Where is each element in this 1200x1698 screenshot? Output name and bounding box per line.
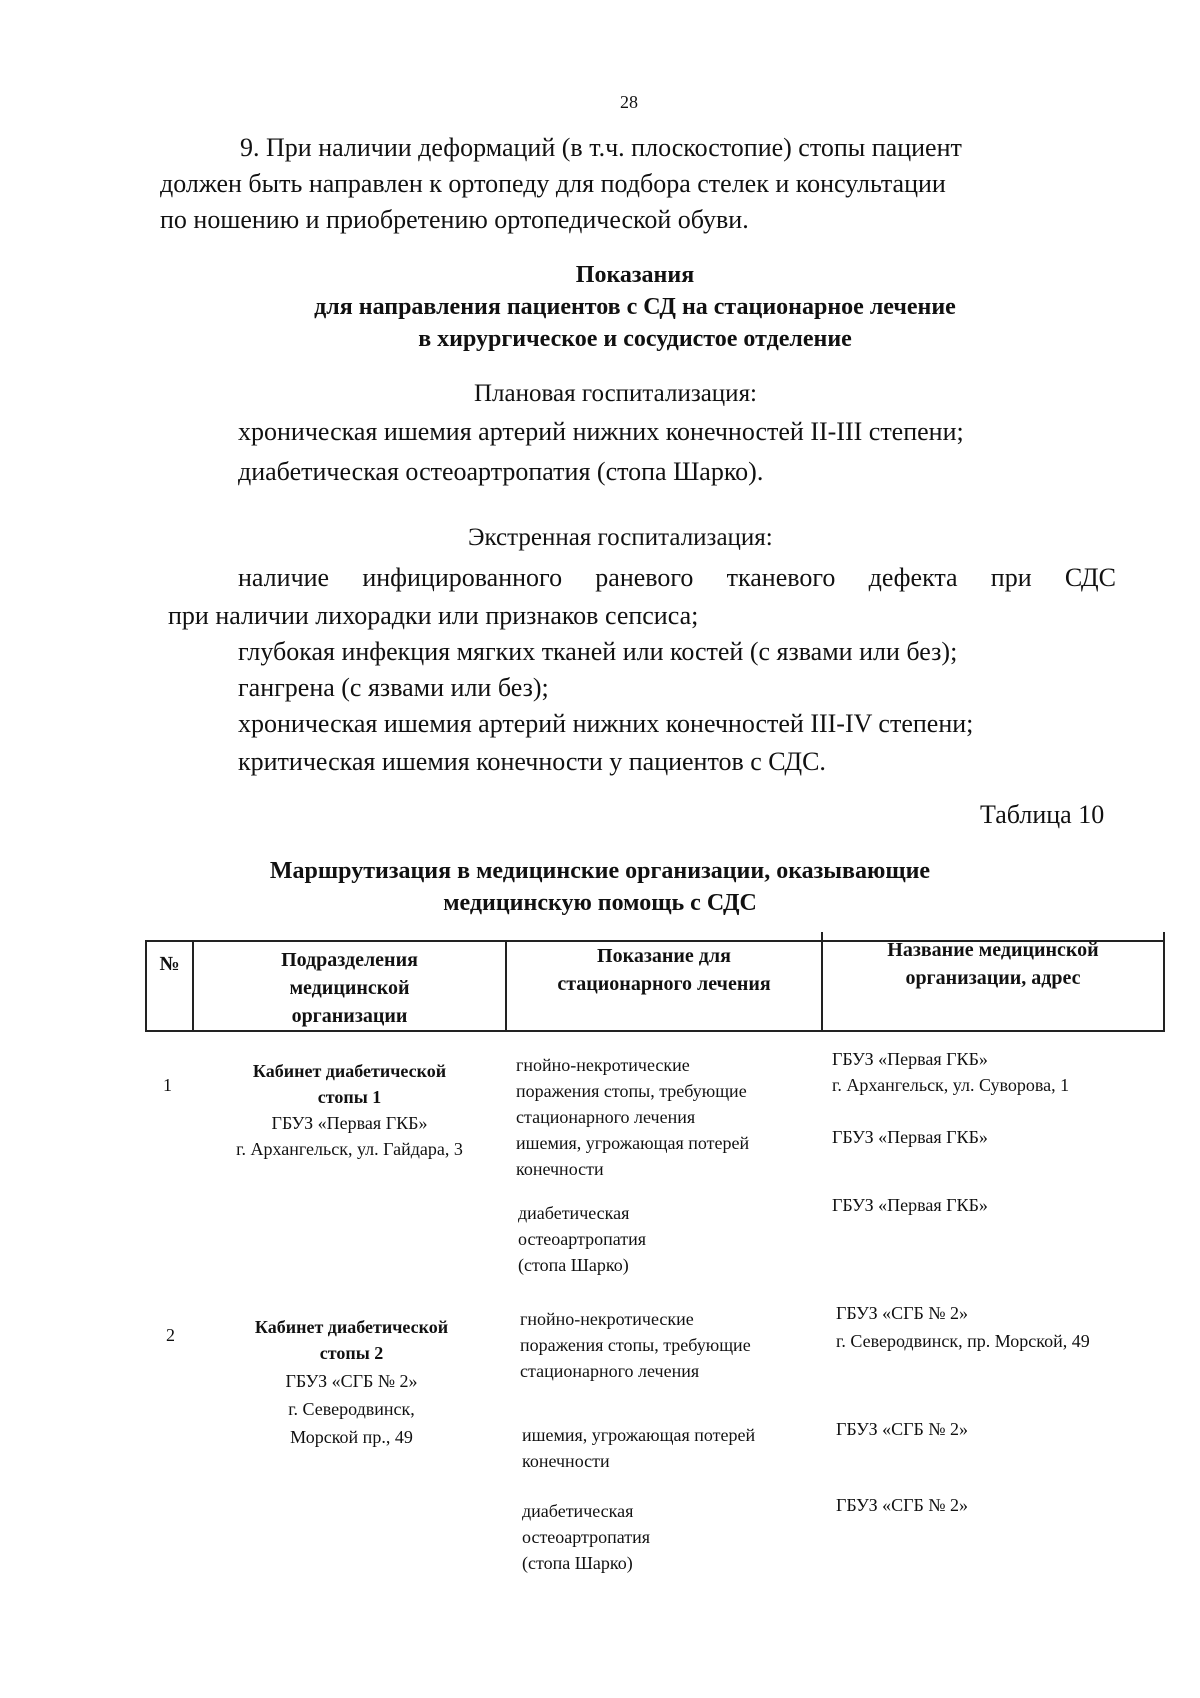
table-title-line-1: Маршрутизация в медицинские организации, оказывающие bbox=[269, 858, 931, 884]
page-number: 28 bbox=[620, 92, 638, 112]
row-2-num: 2 bbox=[166, 1325, 175, 1345]
emergency-item-1-line-2: при наличии лихорадки или признаков сепсиса; bbox=[168, 601, 699, 630]
planned-item-2: диабетическая остеоартропатия (стопа Шарко). bbox=[238, 457, 764, 486]
row-2-ind-3-line-2: остеоартропатия bbox=[522, 1527, 651, 1547]
emergency-label: Экстренная госпитализация: bbox=[468, 524, 773, 551]
row-1-org-1-line-1: ГБУЗ «Первая ГКБ» bbox=[832, 1049, 988, 1069]
row-2-ind-2-line-2: конечности bbox=[522, 1451, 610, 1471]
row-1-ind-2-line-2: конечности bbox=[516, 1159, 604, 1179]
row-2-ind-1-line-2: поражения стопы, требующие bbox=[520, 1335, 751, 1355]
row-2-ind-3-line-1: диабетическая bbox=[522, 1501, 634, 1521]
row-2-unit-line-2: стопы 2 bbox=[319, 1343, 384, 1363]
row-2-unit-line-3: ГБУЗ «СГБ № 2» bbox=[285, 1371, 418, 1391]
row-2-ind-1-line-1: гнойно-некротические bbox=[520, 1309, 694, 1329]
row-1-ind-1-line-1: гнойно-некротические bbox=[516, 1055, 690, 1075]
row-1-org-3: ГБУЗ «Первая ГКБ» bbox=[832, 1195, 988, 1215]
row-1-ind-2-line-1: ишемия, угрожающая потерей bbox=[516, 1133, 750, 1153]
indications-heading-line-3: в хирургическое и сосудистое отделение bbox=[418, 326, 852, 352]
table-col-rule-4 bbox=[1163, 932, 1165, 1032]
row-1-org-1-line-2: г. Архангельск, ул. Суворова, 1 bbox=[832, 1075, 1070, 1095]
item-9-line-2: должен быть направлен к ортопеду для подбора стелек и консультации bbox=[160, 169, 946, 198]
table-title-line-2: медицинскую помощь с СДС bbox=[443, 890, 757, 916]
header-organization-line-2: организации, адрес bbox=[905, 967, 1081, 989]
header-division-line-1: Подразделения bbox=[281, 949, 418, 971]
row-1-unit-line-2: стопы 1 bbox=[317, 1087, 382, 1107]
indications-heading-line-1: Показания bbox=[575, 262, 695, 288]
row-1-ind-3-line-2: остеоартропатия bbox=[518, 1229, 647, 1249]
table-header-bottom-rule bbox=[145, 1030, 1165, 1032]
row-1-org-2: ГБУЗ «Первая ГКБ» bbox=[832, 1127, 988, 1147]
row-2-org-1-line-2: г. Северодвинск, пр. Морской, 49 bbox=[836, 1331, 1090, 1351]
header-division-line-2: медицинской bbox=[289, 977, 410, 999]
row-2-org-1-line-1: ГБУЗ «СГБ № 2» bbox=[836, 1303, 969, 1323]
header-organization-line-1: Название медицинской bbox=[887, 939, 1099, 961]
item-9-line-3: по ношению и приобретению ортопедической обуви. bbox=[160, 205, 749, 234]
row-1-ind-1-line-2: поражения стопы, требующие bbox=[516, 1081, 747, 1101]
header-division-line-3: организации bbox=[291, 1005, 408, 1027]
emergency-item-2: глубокая инфекция мягких тканей или костей (с язвами или без); bbox=[238, 637, 958, 666]
header-indication-line-2: стационарного лечения bbox=[557, 973, 771, 995]
emergency-item-5: критическая ишемия конечности у пациентов с СДС. bbox=[238, 747, 826, 776]
emergency-item-3: гангрена (с язвами или без); bbox=[238, 673, 549, 702]
row-1-unit-line-1: Кабинет диабетической bbox=[252, 1061, 447, 1081]
row-2-org-3: ГБУЗ «СГБ № 2» bbox=[836, 1495, 969, 1515]
row-1-num: 1 bbox=[163, 1075, 172, 1095]
row-2-unit-line-4: г. Северодвинск, bbox=[288, 1399, 415, 1419]
planned-label: Плановая госпитализация: bbox=[474, 380, 758, 407]
emergency-item-4: хроническая ишемия артерий нижних конечностей III-IV степени; bbox=[238, 709, 974, 738]
planned-item-1: хроническая ишемия артерий нижних конечностей II-III степени; bbox=[238, 417, 964, 446]
row-1-ind-3-line-1: диабетическая bbox=[518, 1203, 630, 1223]
indications-heading-line-2: для направления пациентов с СД на стационарное лечение bbox=[314, 294, 956, 320]
header-num: № bbox=[159, 953, 180, 975]
row-2-ind-3-line-3: (стопа Шарко) bbox=[522, 1553, 633, 1573]
row-2-unit-line-1: Кабинет диабетической bbox=[254, 1317, 449, 1337]
header-indication-line-1: Показание для bbox=[597, 945, 731, 967]
row-1-unit-line-4: г. Архангельск, ул. Гайдара, 3 bbox=[236, 1139, 463, 1159]
row-2-ind-1-line-3: стационарного лечения bbox=[520, 1361, 700, 1381]
row-1-unit-line-3: ГБУЗ «Первая ГКБ» bbox=[271, 1113, 428, 1133]
row-1-ind-1-line-3: стационарного лечения bbox=[516, 1107, 696, 1127]
row-1-ind-3-line-3: (стопа Шарко) bbox=[518, 1255, 629, 1275]
table-label: Таблица 10 bbox=[980, 800, 1105, 829]
emergency-item-1-line-1: наличие инфицированного раневого тканевого дефекта при СДС bbox=[238, 563, 1116, 592]
row-2-org-2: ГБУЗ «СГБ № 2» bbox=[836, 1419, 969, 1439]
row-2-unit-line-5: Морской пр., 49 bbox=[290, 1427, 413, 1447]
item-9-line-1: 9. При наличии деформаций (в т.ч. плоскостопие) стопы пациент bbox=[240, 133, 962, 162]
row-2-ind-2-line-1: ишемия, угрожающая потерей bbox=[522, 1425, 756, 1445]
